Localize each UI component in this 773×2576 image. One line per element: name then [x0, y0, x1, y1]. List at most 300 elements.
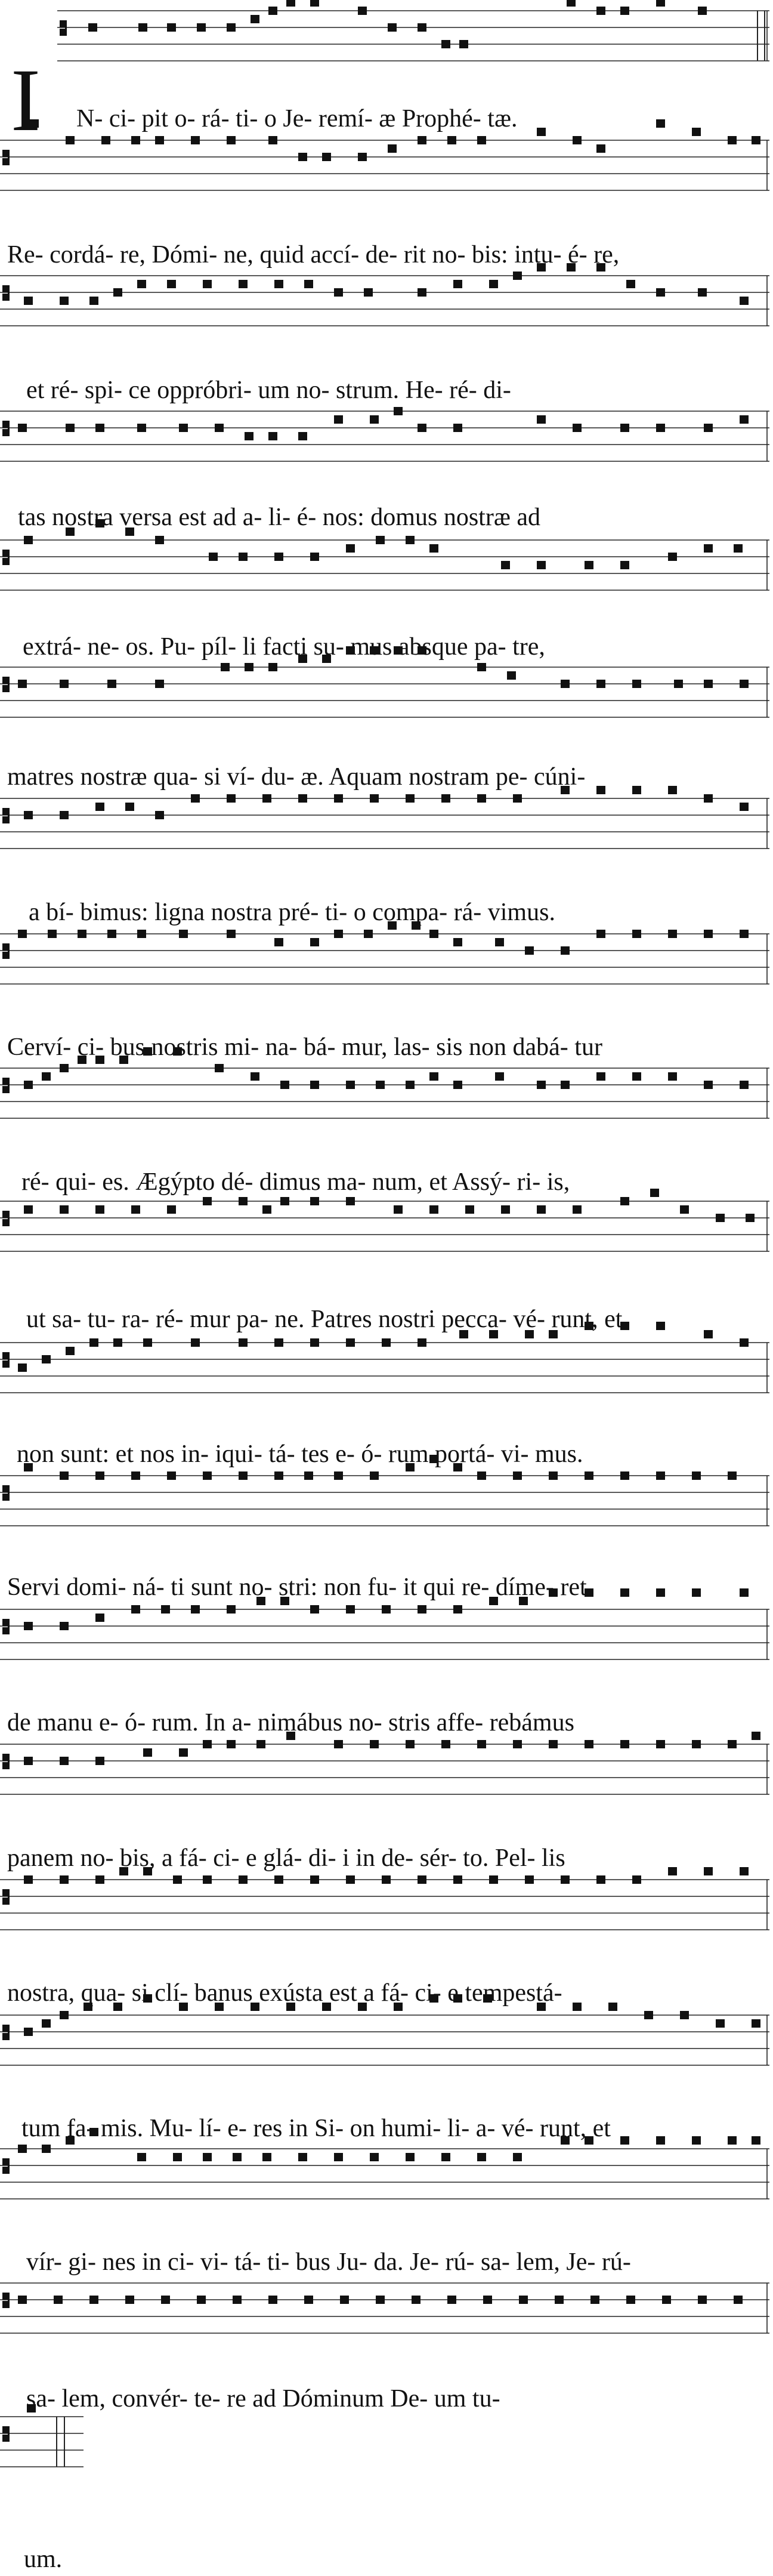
punctum-note — [501, 1205, 510, 1214]
punctum-note — [740, 680, 749, 688]
punctum-note — [495, 1072, 504, 1081]
staff-system-19 — [0, 2417, 84, 2467]
c-clef-stem — [8, 421, 10, 436]
staff-system-16 — [0, 2015, 769, 2065]
punctum-note — [370, 1740, 379, 1748]
punctum-note — [24, 1757, 33, 1765]
punctum-note — [537, 128, 546, 136]
punctum-note — [66, 136, 75, 144]
punctum-note — [60, 2011, 69, 2019]
punctum-note — [537, 1205, 546, 1214]
punctum-note — [167, 1205, 176, 1214]
punctum-note — [561, 1875, 570, 1884]
punctum-note — [477, 2153, 486, 2161]
punctum-note — [704, 680, 713, 688]
c-clef-upper — [2, 2158, 8, 2165]
punctum-note — [740, 803, 749, 811]
punctum-note — [95, 1614, 104, 1622]
neumes-system-1 — [88, 0, 707, 48]
staff-system-10 — [0, 1201, 769, 1251]
punctum-note — [310, 1338, 319, 1347]
c-clef-stem — [8, 1078, 10, 1093]
punctum-note — [704, 1081, 713, 1089]
punctum-note — [632, 680, 641, 688]
punctum-note — [453, 1605, 462, 1614]
punctum-note — [310, 553, 319, 561]
punctum-note — [54, 2296, 63, 2304]
staff-system-1 — [57, 11, 769, 61]
punctum-note — [18, 680, 27, 688]
punctum-note — [477, 136, 486, 144]
punctum-note — [227, 794, 236, 803]
punctum-note — [418, 1875, 426, 1884]
punctum-note — [382, 1338, 391, 1347]
punctum-note — [268, 2296, 277, 2304]
punctum-note — [728, 1740, 737, 1748]
c-clef-upper — [60, 20, 66, 27]
c-clef-lower — [2, 2033, 8, 2040]
c-clef-lower — [2, 1627, 8, 1634]
punctum-note — [567, 0, 576, 7]
punctum-note — [60, 811, 69, 819]
staff-system-18 — [0, 2283, 769, 2333]
staff-system-6 — [0, 667, 769, 717]
punctum-note — [513, 1471, 522, 1480]
punctum-note — [489, 1875, 498, 1884]
punctum-note — [752, 2019, 760, 2028]
punctum-note — [125, 2296, 134, 2304]
punctum-note — [704, 930, 713, 938]
punctum-note — [418, 424, 426, 432]
punctum-note — [24, 297, 33, 305]
punctum-note — [650, 1189, 659, 1197]
punctum-note — [364, 930, 373, 938]
punctum-note — [692, 2136, 701, 2145]
punctum-note — [24, 1205, 33, 1214]
punctum-note — [18, 424, 27, 432]
punctum-note — [585, 1740, 593, 1748]
punctum-note — [113, 288, 122, 297]
punctum-note — [561, 946, 570, 955]
punctum-note — [370, 2153, 379, 2161]
punctum-note — [143, 1748, 152, 1757]
c-clef-upper — [2, 285, 8, 292]
punctum-note — [131, 136, 140, 144]
punctum-note — [370, 1471, 379, 1480]
punctum-note — [370, 415, 379, 424]
punctum-note — [525, 946, 534, 955]
punctum-note — [310, 1605, 319, 1614]
punctum-note — [304, 1471, 313, 1480]
punctum-note — [42, 1355, 51, 1363]
punctum-note — [18, 2145, 27, 2153]
lyric-line-4: tas nostra versa est ad a- li- é- nos: domus nostræ ad — [18, 504, 540, 531]
punctum-note — [155, 536, 164, 544]
punctum-note — [203, 1197, 212, 1205]
punctum-note — [728, 2136, 737, 2145]
punctum-note — [632, 930, 641, 938]
punctum-note — [752, 1732, 760, 1740]
punctum-note — [239, 1875, 248, 1884]
punctum-note — [412, 2296, 420, 2304]
punctum-note — [692, 128, 701, 136]
punctum-note — [477, 1740, 486, 1748]
punctum-note — [418, 1605, 426, 1614]
punctum-note — [555, 2296, 564, 2304]
punctum-note — [233, 2153, 242, 2161]
punctum-note — [274, 938, 283, 946]
staff-system-7 — [0, 798, 769, 849]
punctum-note — [620, 1471, 629, 1480]
punctum-note — [698, 288, 707, 297]
c-clef-stem — [8, 2158, 10, 2174]
lyric-line-14: panem no- bis, a fá- ci- e glá- di- i in de- sér- to. Pel- lis — [7, 1844, 565, 1872]
punctum-note — [227, 1605, 236, 1614]
punctum-note — [239, 1338, 248, 1347]
punctum-note — [376, 2296, 385, 2304]
punctum-note — [78, 930, 86, 938]
punctum-note — [477, 794, 486, 803]
punctum-note — [441, 2153, 450, 2161]
punctum-note — [268, 432, 277, 440]
punctum-note — [18, 930, 27, 938]
punctum-note — [95, 1875, 104, 1884]
punctum-note — [668, 930, 677, 938]
punctum-note — [441, 1740, 450, 1748]
punctum-note — [42, 2145, 51, 2153]
punctum-note — [179, 1748, 188, 1757]
punctum-note — [239, 280, 248, 288]
punctum-note — [370, 794, 379, 803]
punctum-note — [60, 1205, 69, 1214]
punctum-note — [704, 1867, 713, 1875]
c-clef-stem — [8, 2025, 10, 2040]
punctum-note — [298, 2153, 307, 2161]
punctum-note — [346, 1338, 355, 1347]
punctum-note — [656, 1471, 665, 1480]
punctum-note — [668, 1867, 677, 1875]
punctum-note — [60, 1757, 69, 1765]
lyric-line-1: N- ci- pit o- rá- ti- o Je- remí- æ Prophé- tæ. — [76, 105, 518, 132]
punctum-note — [155, 136, 164, 144]
punctum-note — [137, 424, 146, 432]
punctum-note — [155, 680, 164, 688]
c-clef-lower — [2, 952, 8, 959]
staff-system-15 — [0, 1880, 769, 1930]
punctum-note — [734, 2296, 743, 2304]
punctum-note — [418, 1338, 426, 1347]
punctum-note — [537, 561, 546, 569]
lyric-line-12: Servi domi- ná- ti sunt no- stri: non fu- it qui re- díme- ret — [7, 1574, 587, 1601]
c-clef-stem — [8, 1211, 10, 1226]
lyric-line-11: non sunt: et nos in- iqui- tá- tes e- ó- rum portá- vi- mus. — [17, 1440, 583, 1468]
punctum-note — [596, 144, 605, 153]
punctum-note — [680, 2011, 689, 2019]
c-clef-upper — [2, 1754, 8, 1761]
punctum-note — [740, 930, 749, 938]
punctum-note — [632, 786, 641, 794]
c-clef-upper — [2, 150, 8, 157]
staff-system-8 — [0, 934, 769, 984]
punctum-note — [453, 424, 462, 432]
punctum-note — [262, 794, 271, 803]
punctum-note — [716, 2019, 725, 2028]
punctum-note — [740, 415, 749, 424]
punctum-note — [752, 136, 760, 144]
punctum-note — [227, 23, 236, 32]
punctum-note — [95, 1205, 104, 1214]
punctum-note — [239, 1471, 248, 1480]
punctum-note — [24, 1875, 33, 1884]
punctum-note — [626, 280, 635, 288]
punctum-note — [209, 553, 218, 561]
punctum-note — [752, 2136, 760, 2145]
punctum-note — [245, 663, 253, 671]
punctum-note — [513, 1740, 522, 1748]
c-clef-upper — [2, 421, 8, 428]
c-clef-stem — [8, 1754, 10, 1769]
c-clef-upper — [2, 1078, 8, 1085]
punctum-note — [179, 930, 188, 938]
punctum-note — [268, 663, 277, 671]
punctum-note — [346, 1605, 355, 1614]
punctum-note — [173, 2153, 182, 2161]
punctum-note — [48, 930, 57, 938]
punctum-note — [656, 2136, 665, 2145]
c-clef-stem — [8, 150, 10, 165]
punctum-note — [441, 794, 450, 803]
staff-system-11 — [0, 1343, 769, 1393]
c-clef-upper — [2, 943, 8, 951]
punctum-note — [191, 136, 200, 144]
punctum-note — [298, 432, 307, 440]
punctum-note — [334, 1471, 343, 1480]
punctum-note — [60, 297, 69, 305]
punctum-note — [406, 794, 415, 803]
punctum-note — [447, 136, 456, 144]
punctum-note — [346, 544, 355, 553]
punctum-note — [585, 561, 593, 569]
punctum-note — [274, 553, 283, 561]
c-clef-stem — [65, 20, 67, 36]
c-clef-lower — [2, 558, 8, 565]
punctum-note — [680, 1205, 689, 1214]
staff-system-2 — [0, 140, 769, 190]
punctum-note — [573, 2003, 582, 2011]
punctum-note — [131, 1205, 140, 1214]
punctum-note — [656, 1322, 665, 1330]
c-clef-lower — [60, 29, 66, 36]
punctum-note — [596, 930, 605, 938]
punctum-note — [519, 2296, 528, 2304]
c-clef-upper — [2, 1889, 8, 1896]
punctum-note — [573, 424, 582, 432]
punctum-note — [537, 415, 546, 424]
punctum-note — [18, 1363, 27, 1372]
punctum-note — [394, 1205, 403, 1214]
punctum-note — [596, 1072, 605, 1081]
punctum-note — [429, 1072, 438, 1081]
punctum-note — [268, 136, 277, 144]
punctum-note — [620, 561, 629, 569]
c-clef-stem — [8, 1889, 10, 1905]
punctum-note — [698, 2296, 707, 2304]
punctum-note — [668, 553, 677, 561]
c-clef-stem — [8, 943, 10, 959]
punctum-note — [60, 680, 69, 688]
punctum-note — [137, 2153, 146, 2161]
punctum-note — [95, 1471, 104, 1480]
punctum-note — [561, 680, 570, 688]
c-clef-lower — [2, 158, 8, 165]
lyric-line-6: matres nostræ qua- si ví- du- æ. Aquam nostram pe- cúni- — [7, 763, 586, 791]
punctum-note — [304, 280, 313, 288]
lyric-line-17: vír- gi- nes in ci- vi- tá- ti- bus Ju- da. Je- rú- sa- lem, Je- rú- — [26, 2248, 631, 2276]
punctum-note — [746, 1214, 755, 1222]
punctum-note — [692, 1740, 701, 1748]
c-clef-lower — [2, 1762, 8, 1769]
punctum-note — [620, 1588, 629, 1597]
punctum-note — [620, 2136, 629, 2145]
punctum-note — [573, 1205, 582, 1214]
punctum-note — [483, 2296, 492, 2304]
punctum-note — [60, 1471, 69, 1480]
punctum-note — [24, 536, 33, 544]
punctum-note — [376, 1081, 385, 1089]
punctum-note — [95, 1757, 104, 1765]
punctum-note — [668, 786, 677, 794]
punctum-note — [167, 280, 176, 288]
punctum-note — [656, 1588, 665, 1597]
punctum-note — [418, 23, 426, 32]
punctum-note — [334, 930, 343, 938]
c-clef-lower — [2, 429, 8, 436]
punctum-note — [274, 1338, 283, 1347]
punctum-note — [728, 136, 737, 144]
lyric-line-10: ut sa- tu- ra- ré- mur pa- ne. Patres nostri pecca- vé- runt, et — [26, 1306, 623, 1333]
punctum-note — [191, 1605, 200, 1614]
punctum-note — [251, 15, 259, 23]
punctum-note — [24, 1081, 33, 1089]
c-clef-lower — [2, 685, 8, 692]
staff-system-5 — [0, 540, 769, 590]
punctum-note — [561, 1081, 570, 1089]
punctum-note — [740, 297, 749, 305]
punctum-note — [692, 1471, 701, 1480]
punctum-note — [95, 803, 104, 811]
punctum-note — [632, 1875, 641, 1884]
punctum-note — [334, 415, 343, 424]
punctum-note — [197, 23, 206, 32]
c-clef-upper — [2, 1211, 8, 1218]
punctum-note — [262, 2153, 271, 2161]
punctum-note — [447, 2296, 456, 2304]
punctum-note — [203, 1875, 212, 1884]
punctum-note — [573, 136, 582, 144]
punctum-note — [513, 2153, 522, 2161]
punctum-note — [310, 1875, 319, 1884]
punctum-note — [227, 1740, 236, 1748]
punctum-note — [704, 424, 713, 432]
punctum-note — [239, 1197, 248, 1205]
punctum-note — [334, 1740, 343, 1748]
punctum-note — [489, 280, 498, 288]
punctum-note — [513, 272, 522, 280]
c-clef-stem — [8, 677, 10, 692]
punctum-note — [441, 40, 450, 48]
c-clef-upper — [2, 1352, 8, 1359]
punctum-note — [346, 1197, 355, 1205]
punctum-note — [418, 288, 426, 297]
punctum-note — [167, 1471, 176, 1480]
punctum-note — [668, 1072, 677, 1081]
punctum-note — [364, 288, 373, 297]
punctum-note — [95, 424, 104, 432]
punctum-note — [137, 930, 146, 938]
c-clef-stem — [8, 1485, 10, 1501]
lyric-line-7: a bí- bimus: ligna nostra pré- ti- o compa- rá- vimus. — [29, 899, 555, 926]
punctum-note — [740, 1588, 749, 1597]
punctum-note — [334, 2153, 343, 2161]
punctum-note — [465, 1205, 474, 1214]
punctum-note — [203, 1740, 212, 1748]
punctum-note — [418, 136, 426, 144]
punctum-note — [501, 561, 510, 569]
punctum-note — [740, 1867, 749, 1875]
neumes-system-4 — [18, 407, 749, 440]
punctum-note — [334, 288, 343, 297]
punctum-note — [585, 1471, 593, 1480]
punctum-note — [179, 424, 188, 432]
punctum-note — [382, 1875, 391, 1884]
punctum-note — [698, 7, 707, 15]
c-clef-lower — [2, 294, 8, 301]
punctum-note — [704, 1330, 713, 1338]
punctum-note — [704, 544, 713, 553]
c-clef-lower — [2, 1494, 8, 1501]
punctum-note — [620, 1197, 629, 1205]
punctum-note — [596, 1875, 605, 1884]
punctum-note — [346, 1875, 355, 1884]
punctum-note — [262, 1205, 271, 1214]
punctum-note — [394, 407, 403, 415]
c-clef-lower — [2, 816, 8, 823]
c-clef-stem — [8, 1352, 10, 1368]
c-clef-lower — [2, 1086, 8, 1093]
punctum-note — [274, 1471, 283, 1480]
punctum-note — [406, 2153, 415, 2161]
punctum-note — [66, 1347, 75, 1355]
punctum-note — [740, 1338, 749, 1347]
punctum-note — [590, 2296, 599, 2304]
punctum-note — [131, 1471, 140, 1480]
c-clef-upper — [2, 2293, 8, 2300]
c-clef-lower — [2, 1219, 8, 1226]
punctum-note — [358, 7, 367, 15]
punctum-note — [620, 424, 629, 432]
punctum-note — [406, 1740, 415, 1748]
c-clef-upper — [2, 1485, 8, 1492]
punctum-note — [340, 2296, 349, 2304]
c-clef-lower — [2, 2167, 8, 2174]
punctum-note — [89, 297, 98, 305]
c-clef-lower — [2, 1898, 8, 1905]
staff-system-3 — [0, 276, 769, 326]
punctum-note — [507, 671, 516, 680]
punctum-note — [155, 811, 164, 819]
punctum-note — [406, 536, 415, 544]
punctum-note — [310, 0, 319, 7]
